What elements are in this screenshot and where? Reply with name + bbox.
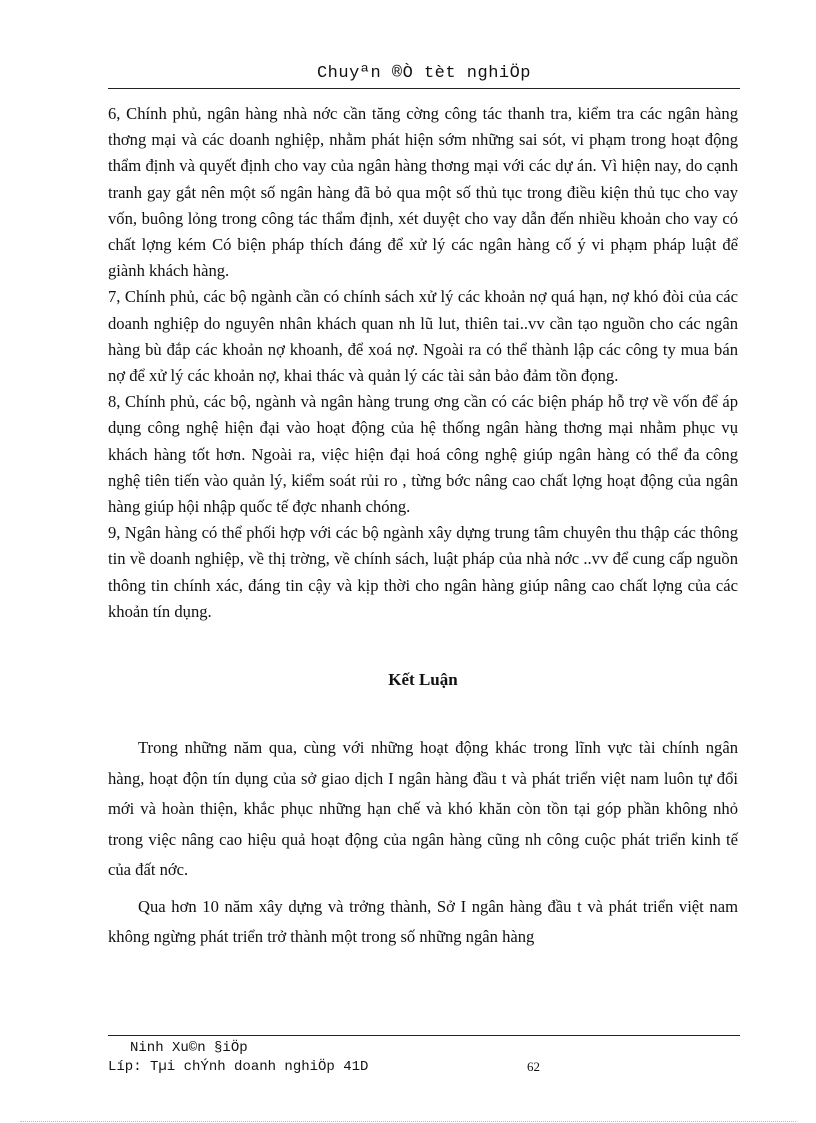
header-divider bbox=[108, 88, 740, 89]
conclusion-paragraph-2: Qua hơn 10 năm xây dựng và trởng thành, Sở I ngân hàng đầu t và phát triển việt nam không ngừng phát triển trở thành một trong số những ngân hàng bbox=[108, 896, 738, 947]
body-paragraph-8: 8, Chính phủ, các bộ, ngành và ngân hàng trung ơng cần có các biện pháp hỗ trợ về vốn để áp dụng công nghệ hiện đại vào hoạt động của hệ thống ngân hàng thơng mại nhằm phục vụ khách hàng tốt hơn. Ngoài ra, việc hiện đại hoá công nghệ giúp ngân hàng có thể đa công nghệ tiên tiến vào quản lý, kiểm soát rủi ro , từng bớc nâng cao chất lợng hoạt động của ngân hàng giúp hội nhập quốc tế đợc nhanh chóng. bbox=[108, 392, 738, 517]
conclusion-section bbox=[108, 733, 738, 953]
page-bottom-border bbox=[20, 1121, 796, 1122]
body-paragraph-7: 7, Chính phủ, các bộ ngành cần có chính sách xử lý các khoản nợ quá hạn, nợ khó đòi của các doanh nghiệp do nguyên nhân khách quan nh lũ lut, thiên tai..vv cần tạo nguồn cho các ngân hàng bù đắp các khoản nợ khoanh, để xoá nợ. Ngoài ra có thể thành lập các công ty mua bán nợ để xử lý các khoản nợ, khai thác và quản lý các tài sản bảo đảm tồn đọng. bbox=[108, 287, 738, 386]
body-paragraph-6: 6, Chính phủ, ngân hàng nhà nớc cần tăng cờng công tác thanh tra, kiểm tra các ngân hàng thơng mại và các doanh nghiệp, nhằm phát hiện sớm những sai sót, vi phạm trong hoạt động thẩm định và quyết định cho vay của ngân hàng thơng mại với các dự án. Vì hiện nay, do cạnh tranh gay gắt nên một số ngân hàng đã bỏ qua một số thủ tục trong điều kiện thủ tục cho vay vốn, buông lỏng trong công tác thẩm định, xét duyệt cho vay dẫn đến nhiều khoản cho vay có chất lợng kém Có biện pháp thích đáng để xử lý các ngân hàng cố ý vi phạm pháp luật để giành khách hàng. bbox=[108, 104, 738, 281]
page-header-title: Chuyªn ®Ò tèt nghiÖp bbox=[316, 64, 532, 83]
page-number: 62 bbox=[527, 1059, 540, 1074]
conclusion-heading: Kết Luận bbox=[388, 670, 458, 690]
body-paragraph-9: 9, Ngân hàng có thể phối hợp với các bộ ngành xây dựng trung tâm chuyên thu thập các thông tin về doanh nghiệp, về thị trờng, về chính sách, luật pháp của nhà nớc ..vv để cung cấp nguồn thông tin chính xác, đáng tin cậy và kịp thời cho ngân hàng giúp nâng cao chất lợng của các khoản tín dụng. bbox=[108, 523, 738, 621]
conclusion-paragraph-1: Trong những năm qua, cùng với những hoạt động khác trong lĩnh vực tài chính ngân hàng, hoạt độn tín dụng của sở giao dịch I ngân hàng đầu t và phát triển việt nam luôn tự đổi mới và hoàn thiện, khắc phục những hạn chế và khó khăn còn tồn tại góp phần không nhỏ trong việc nâng cao hiệu quả hoạt động của ngân hàng cũng nh công cuộc phát triển kinh tế của đất nớc. bbox=[108, 738, 738, 880]
footer-class-label: Líp: Tµi chÝnh doanh nghiÖp 41D bbox=[108, 1059, 369, 1075]
document-body bbox=[108, 101, 738, 953]
footer-divider bbox=[108, 1035, 740, 1036]
footer-author: Ninh Xu©n §iÖp bbox=[130, 1040, 248, 1056]
